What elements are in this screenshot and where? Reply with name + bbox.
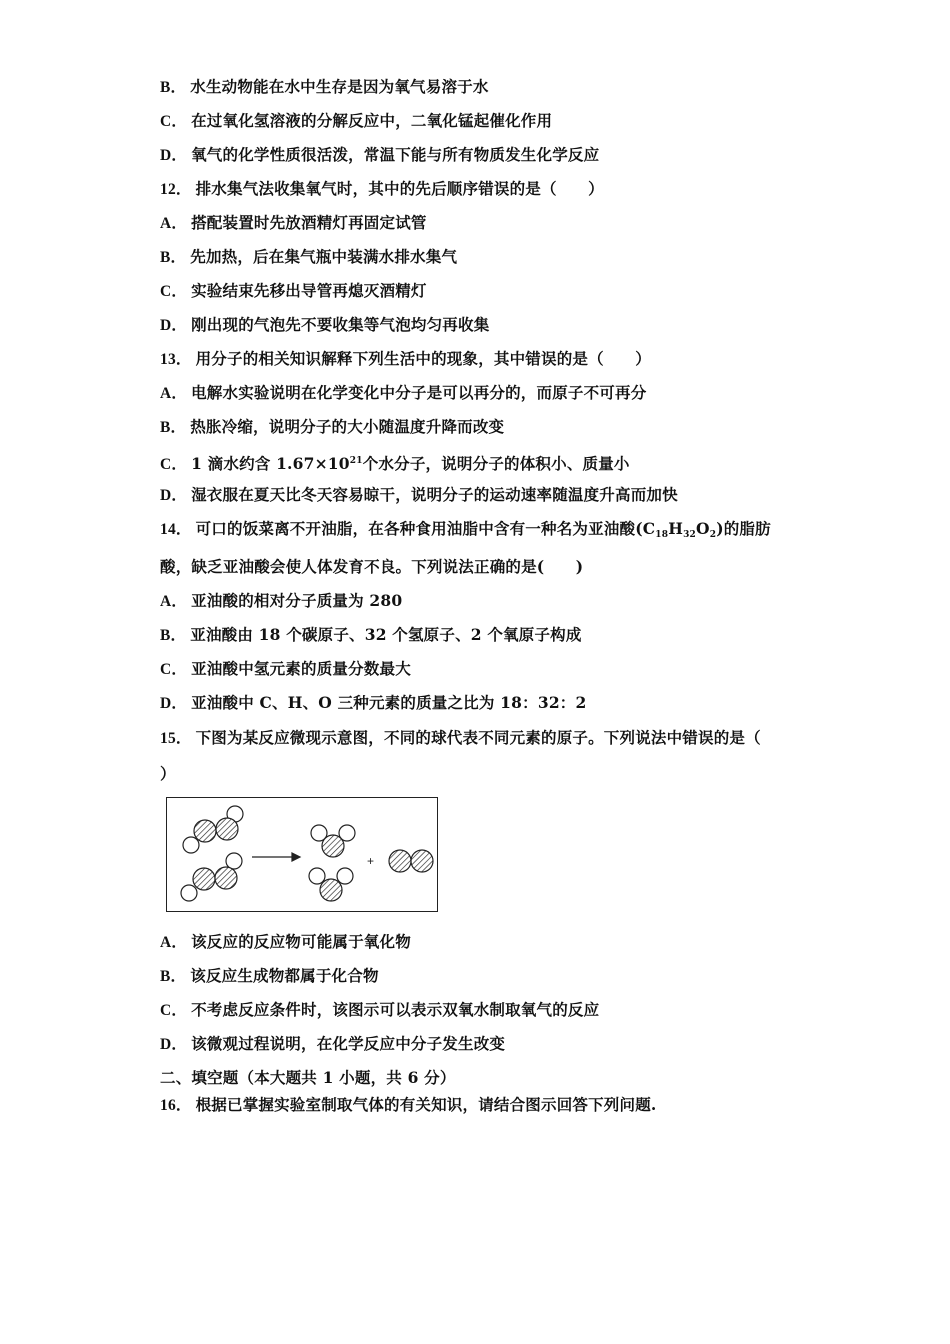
- question-number: 12．: [160, 181, 192, 198]
- q12-option-c: [160, 281, 427, 302]
- subscript: 2: [709, 530, 717, 540]
- q13-option-d: [160, 485, 678, 506]
- question-14: [160, 519, 771, 545]
- option-text: 亚油酸的相对分子质量为 280: [191, 591, 403, 610]
- section-title: 二、填空题（本大题共 1 小题，共 6 分）: [160, 1068, 456, 1087]
- q11-option-d: [160, 145, 599, 166]
- question-text: ）: [160, 764, 176, 783]
- option-label: D．: [160, 487, 188, 504]
- option-text: 水生动物能在水中生存是因为氧气易溶于水: [190, 77, 489, 96]
- plus-sign: +: [367, 854, 375, 868]
- option-text: 该微观过程说明，在化学反应中分子发生改变: [191, 1034, 506, 1053]
- q12-option-d: [160, 315, 489, 336]
- q13-option-c: [160, 451, 630, 475]
- option-label: D．: [160, 1036, 188, 1053]
- option-text: 湿衣服在夏天比冬天容易晾干，说明分子的运动速率随温度升高而加快: [191, 485, 678, 504]
- q15-option-a: [160, 932, 411, 953]
- option-label: B．: [160, 249, 187, 266]
- q15-option-b: [160, 966, 379, 987]
- option-text: 不考虑反应条件时，该图示可以表示双氧水制取氧气的反应: [191, 1000, 600, 1019]
- formula-h: H: [668, 519, 684, 538]
- option-text: 个水分子，说明分子的体积小、质量小: [362, 454, 630, 473]
- subscript: 32: [683, 530, 697, 540]
- question-text: 可口的饭菜离不开油脂，在各种食用油脂中含有一种名为亚油酸(C: [195, 519, 656, 538]
- option-text: 1 滴水约含 1.67×10: [191, 454, 350, 473]
- option-label: B．: [160, 968, 187, 985]
- question-text: )的脂肪: [716, 519, 771, 538]
- option-label: A．: [160, 215, 188, 232]
- q14-option-c: [160, 659, 411, 680]
- option-label: C．: [160, 1002, 188, 1019]
- option-text: 氧气的化学性质很活泼，常温下能与所有物质发生化学反应: [191, 145, 600, 164]
- subscript: 18: [655, 530, 669, 540]
- option-text: 该反应的反应物可能属于氧化物: [191, 932, 411, 951]
- option-label: B．: [160, 79, 187, 96]
- question-16: [160, 1095, 657, 1116]
- option-label: C．: [160, 661, 188, 678]
- option-label: D．: [160, 317, 188, 334]
- option-text: 热胀冷缩，说明分子的大小随温度升降而改变: [190, 417, 505, 436]
- question-text: 用分子的相关知识解释下列生活中的现象，其中错误的是（ ）: [195, 349, 651, 368]
- q13-option-b: [160, 417, 504, 438]
- question-14-line2: [160, 557, 583, 577]
- option-text: 搭配装置时先放酒精灯再固定试管: [191, 213, 427, 232]
- question-number: 13．: [160, 351, 192, 368]
- option-label: C．: [160, 113, 188, 130]
- q11-option-b: [160, 77, 489, 98]
- option-text: 在过氧化氢溶液的分解反应中，二氧化锰起催化作用: [191, 111, 553, 130]
- option-text: 亚油酸中 C、H、O 三种元素的质量之比为 18：32：2: [191, 693, 587, 712]
- option-text: 先加热，后在集气瓶中装满水排水集气: [190, 247, 458, 266]
- option-label: D．: [160, 695, 188, 712]
- exponent: 21: [349, 456, 363, 466]
- option-label: A．: [160, 385, 188, 402]
- question-13: [160, 349, 651, 370]
- molecule-diagram-icon: [167, 798, 437, 911]
- question-15: [160, 728, 761, 749]
- option-text: 刚出现的气泡先不要收集等气泡均匀再收集: [191, 315, 490, 334]
- question-number: 16．: [160, 1097, 192, 1114]
- q12-option-a: [160, 213, 427, 234]
- question-number: 15．: [160, 730, 192, 747]
- option-text: 该反应生成物都属于化合物: [190, 966, 379, 985]
- q14-option-a: [160, 591, 402, 612]
- section-heading: [160, 1068, 456, 1088]
- q11-option-c: [160, 111, 552, 132]
- option-text: 电解水实验说明在化学变化中分子是可以再分的，而原子不可再分: [191, 383, 647, 402]
- formula-o: O: [696, 519, 710, 538]
- question-text: 下图为某反应微现示意图，不同的球代表不同元素的原子。下列说法中错误的是（: [195, 728, 761, 747]
- question-text: 酸，缺乏亚油酸会使人体发育不良。下列说法正确的是( ): [160, 557, 584, 576]
- q15-option-c: [160, 1000, 599, 1021]
- option-label: B．: [160, 419, 187, 436]
- option-label: D．: [160, 147, 188, 164]
- option-label: A．: [160, 593, 188, 610]
- option-label: C．: [160, 456, 188, 473]
- question-12: [160, 179, 604, 200]
- question-15-line2: [160, 764, 176, 784]
- question-number: 14．: [160, 521, 192, 538]
- option-text: 亚油酸中氢元素的质量分数最大: [191, 659, 411, 678]
- q15-option-d: [160, 1034, 505, 1055]
- q14-option-d: [160, 693, 587, 714]
- option-text: 实验结束先移出导管再熄灭酒精灯: [191, 281, 427, 300]
- reaction-diagram: [166, 797, 438, 912]
- option-text: 亚油酸由 18 个碳原子、32 个氢原子、2 个氧原子构成: [190, 625, 582, 644]
- option-label: C．: [160, 283, 188, 300]
- question-text: 根据已掌握实验室制取气体的有关知识，请结合图示回答下列问题.: [195, 1095, 657, 1114]
- q13-option-a: [160, 383, 646, 404]
- q14-option-b: [160, 625, 582, 646]
- option-label: A．: [160, 934, 188, 951]
- q12-option-b: [160, 247, 457, 268]
- option-label: B．: [160, 627, 187, 644]
- question-text: 排水集气法收集氧气时，其中的先后顺序错误的是（ ）: [195, 179, 604, 198]
